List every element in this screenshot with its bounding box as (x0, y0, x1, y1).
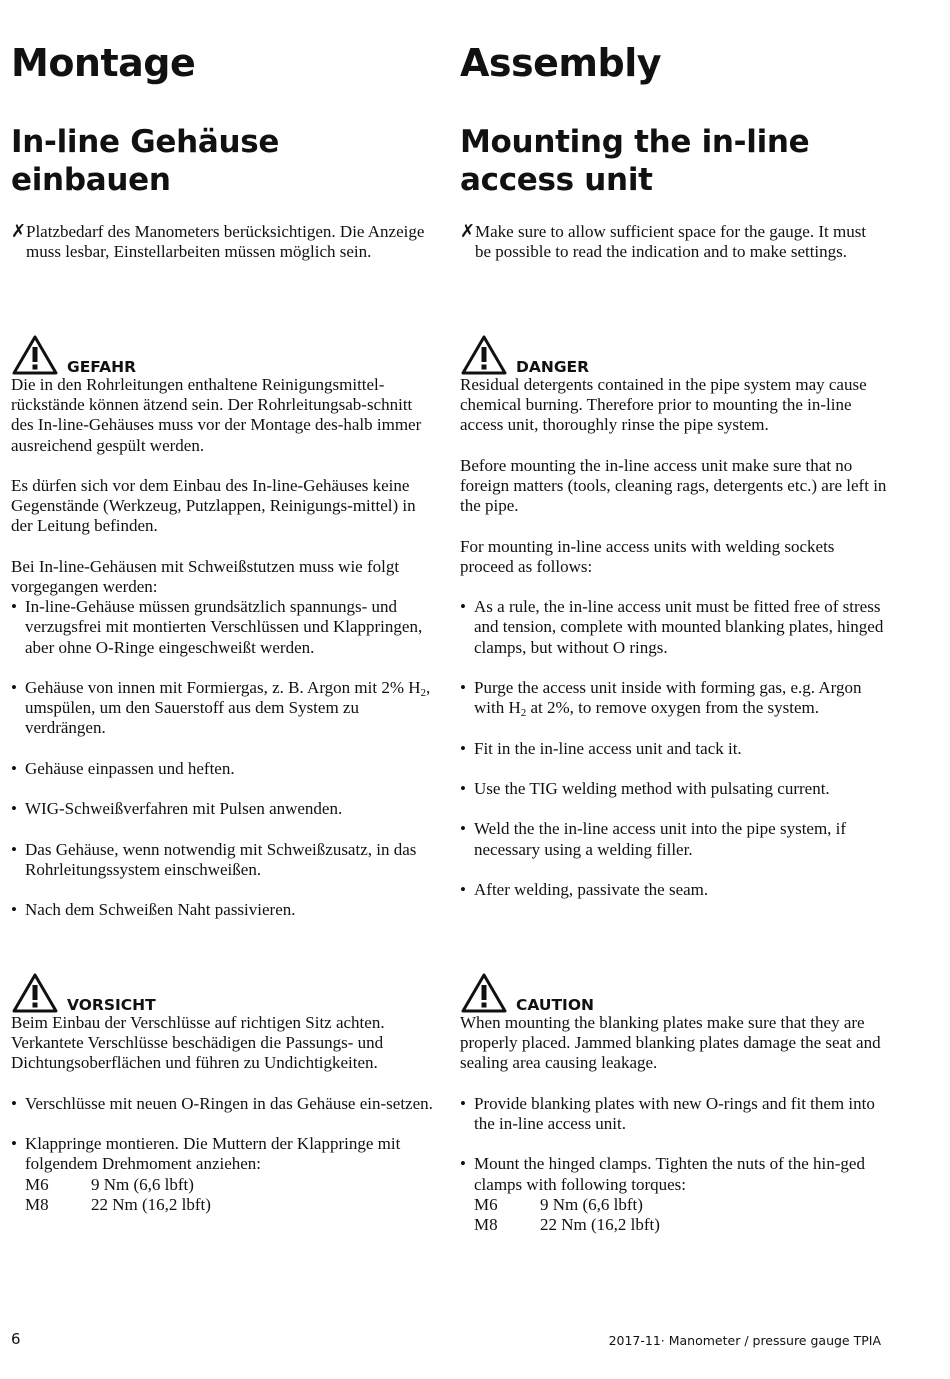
caution-label-de: VORSICHT (67, 996, 156, 1014)
torque-row: M8 22 Nm (16,2 lbft) (25, 1194, 211, 1214)
danger-heading-de (11, 335, 439, 375)
caution-block-de (11, 973, 439, 1215)
torque-row: M8 22 Nm (16,2 lbft) (474, 1215, 660, 1234)
list-item: • Fit in the in-line access unit and tack it. (460, 739, 890, 759)
footer-reference: 2017-11· Manometer / pressure gauge TPIA (608, 1333, 881, 1348)
caution-paragraph-de: Beim Einbau der Verschlüsse auf richtigen Sitz achten. Verkantete Verschlüsse beschädigen die Passungs- und Dichtungsoberflächen und führen zu Undichtigkeiten. (11, 1013, 385, 1073)
caution-heading-de (11, 973, 439, 1013)
list-item: • Klappringe montieren. Die Muttern der Klappringe mit folgendem Drehmoment anziehen: (11, 1134, 439, 1174)
warning-triangle-icon (461, 335, 507, 375)
list-item: • After welding, passivate the seam. (460, 880, 890, 900)
intro-en (460, 222, 885, 262)
caution-heading-en (460, 973, 890, 1013)
danger-paragraph-2-de: Es dürfen sich vor dem Einbau des In-line-Gehäuses keine Gegenstände (Werkzeug, Putzlappen, Reinigungs-mittel) in der Leitung befinden. (11, 476, 416, 536)
warning-triangle-icon (461, 973, 507, 1013)
danger-paragraph-3-en: For mounting in-line access units with welding sockets proceed as follows: (460, 536, 835, 576)
torque-row: M6 9 Nm (6,6 lbft) (25, 1174, 194, 1194)
list-item: • As a rule, the in-line access unit must be fitted free of stress and tension, complete with mounted blanking plates, hinged clamps, but without O rings. (460, 597, 890, 658)
danger-label-en: DANGER (516, 358, 590, 376)
warning-triangle-icon (12, 973, 58, 1013)
list-item: • Verschlüsse mit neuen O-Ringen in das Gehäuse ein-setzen. (11, 1094, 439, 1114)
list-item: • Gehäuse von innen mit Formiergas, z. B. Argon mit 2% $H_2$, umspülen, um den Sauerstoff aus dem System zu verdrängen. (11, 678, 439, 739)
page-title-en: Assembly (460, 41, 662, 85)
list-item: • Purge the access unit inside with forming gas, e.g. Argon with $H_2$ at 2%, to remove oxygen from the system. (460, 678, 890, 718)
list-item: • In-line-Gehäuse müssen grundsätzlich spannungs- und verzugsfrei mit montierten Verschlüssen und Klappringen, aber ohne O-Ringe eingeschweißt werden. (11, 597, 439, 658)
torque-row: M6 9 Nm (6,6 lbft) (474, 1194, 643, 1214)
page-number: 6 (11, 1330, 21, 1348)
danger-block-de (11, 335, 439, 920)
intro-de (11, 222, 436, 262)
warning-triangle-icon (12, 335, 58, 375)
caution-block-en (460, 973, 890, 1235)
intro-text-en: Make sure to allow sufficient space for the gauge. It must be possible to read the indication and to make settings. (475, 222, 867, 262)
danger-paragraph-2-en: Before mounting the in-line access unit make sure that no foreign matters (tools, cleaning rags, detergents etc.) are left in the pipe. (460, 455, 887, 516)
check-mark-icon: ✗ (11, 221, 27, 242)
list-item: • Das Gehäuse, wenn notwendig mit Schweißzusatz, in das Rohrleitungssystem einschweißen. (11, 840, 439, 880)
list-item: • Gehäuse einpassen und heften. (11, 759, 439, 779)
danger-paragraph-3-de: Bei In-line-Gehäusen mit Schweißstutzen muss wie folgt vorgegangen werden: (11, 556, 400, 596)
caution-label-en: CAUTION (516, 996, 594, 1014)
danger-heading-en (460, 335, 890, 375)
list-item: • Nach dem Schweißen Naht passivieren. (11, 900, 439, 920)
list-item: • WIG-Schweißverfahren mit Pulsen anwenden. (11, 799, 439, 819)
check-mark-icon: ✗ (460, 221, 476, 242)
list-item: • Weld the the in-line access unit into the pipe system, if necessary using a welding filler. (460, 819, 890, 859)
danger-paragraph-1-en: Residual detergents contained in the pipe system may cause chemical burning. Therefore prior to mounting the in-line access unit, thoroughly rinse the pipe system. (460, 375, 867, 435)
list-item: • Use the TIG welding method with pulsating current. (460, 779, 890, 799)
intro-text-de: Platzbedarf des Manometers berücksichtigen. Die Anzeige muss lesbar, Einstellarbeiten müssen möglich sein. (26, 222, 425, 262)
danger-label-de: GEFAHR (67, 358, 137, 376)
list-item: • Mount the hinged clamps. Tighten the nuts of the hin-ged clamps with following torques: (460, 1154, 890, 1194)
list-item: • Provide blanking plates with new O-rings and fit them into the in-line access unit. (460, 1094, 890, 1134)
section-title-de: In-line Gehäuse einbauen (11, 124, 280, 198)
section-title-en: Mounting the in-line access unit (460, 124, 810, 198)
page-title-de: Montage (11, 41, 196, 85)
danger-block-en (460, 335, 890, 900)
caution-paragraph-en: When mounting the blanking plates make sure that they are properly placed. Jammed blanking plates damage the seat and sealing area causing leakage. (460, 1013, 881, 1073)
danger-paragraph-1-de: Die in den Rohrleitungen enthaltene Reinigungsmittel-rückstände können ätzend sein. Der Rohrleitungsab-schnitt des In-line-Gehäuses muss vor der Montage des-halb immer ausreichend gespült werden. (11, 375, 422, 455)
